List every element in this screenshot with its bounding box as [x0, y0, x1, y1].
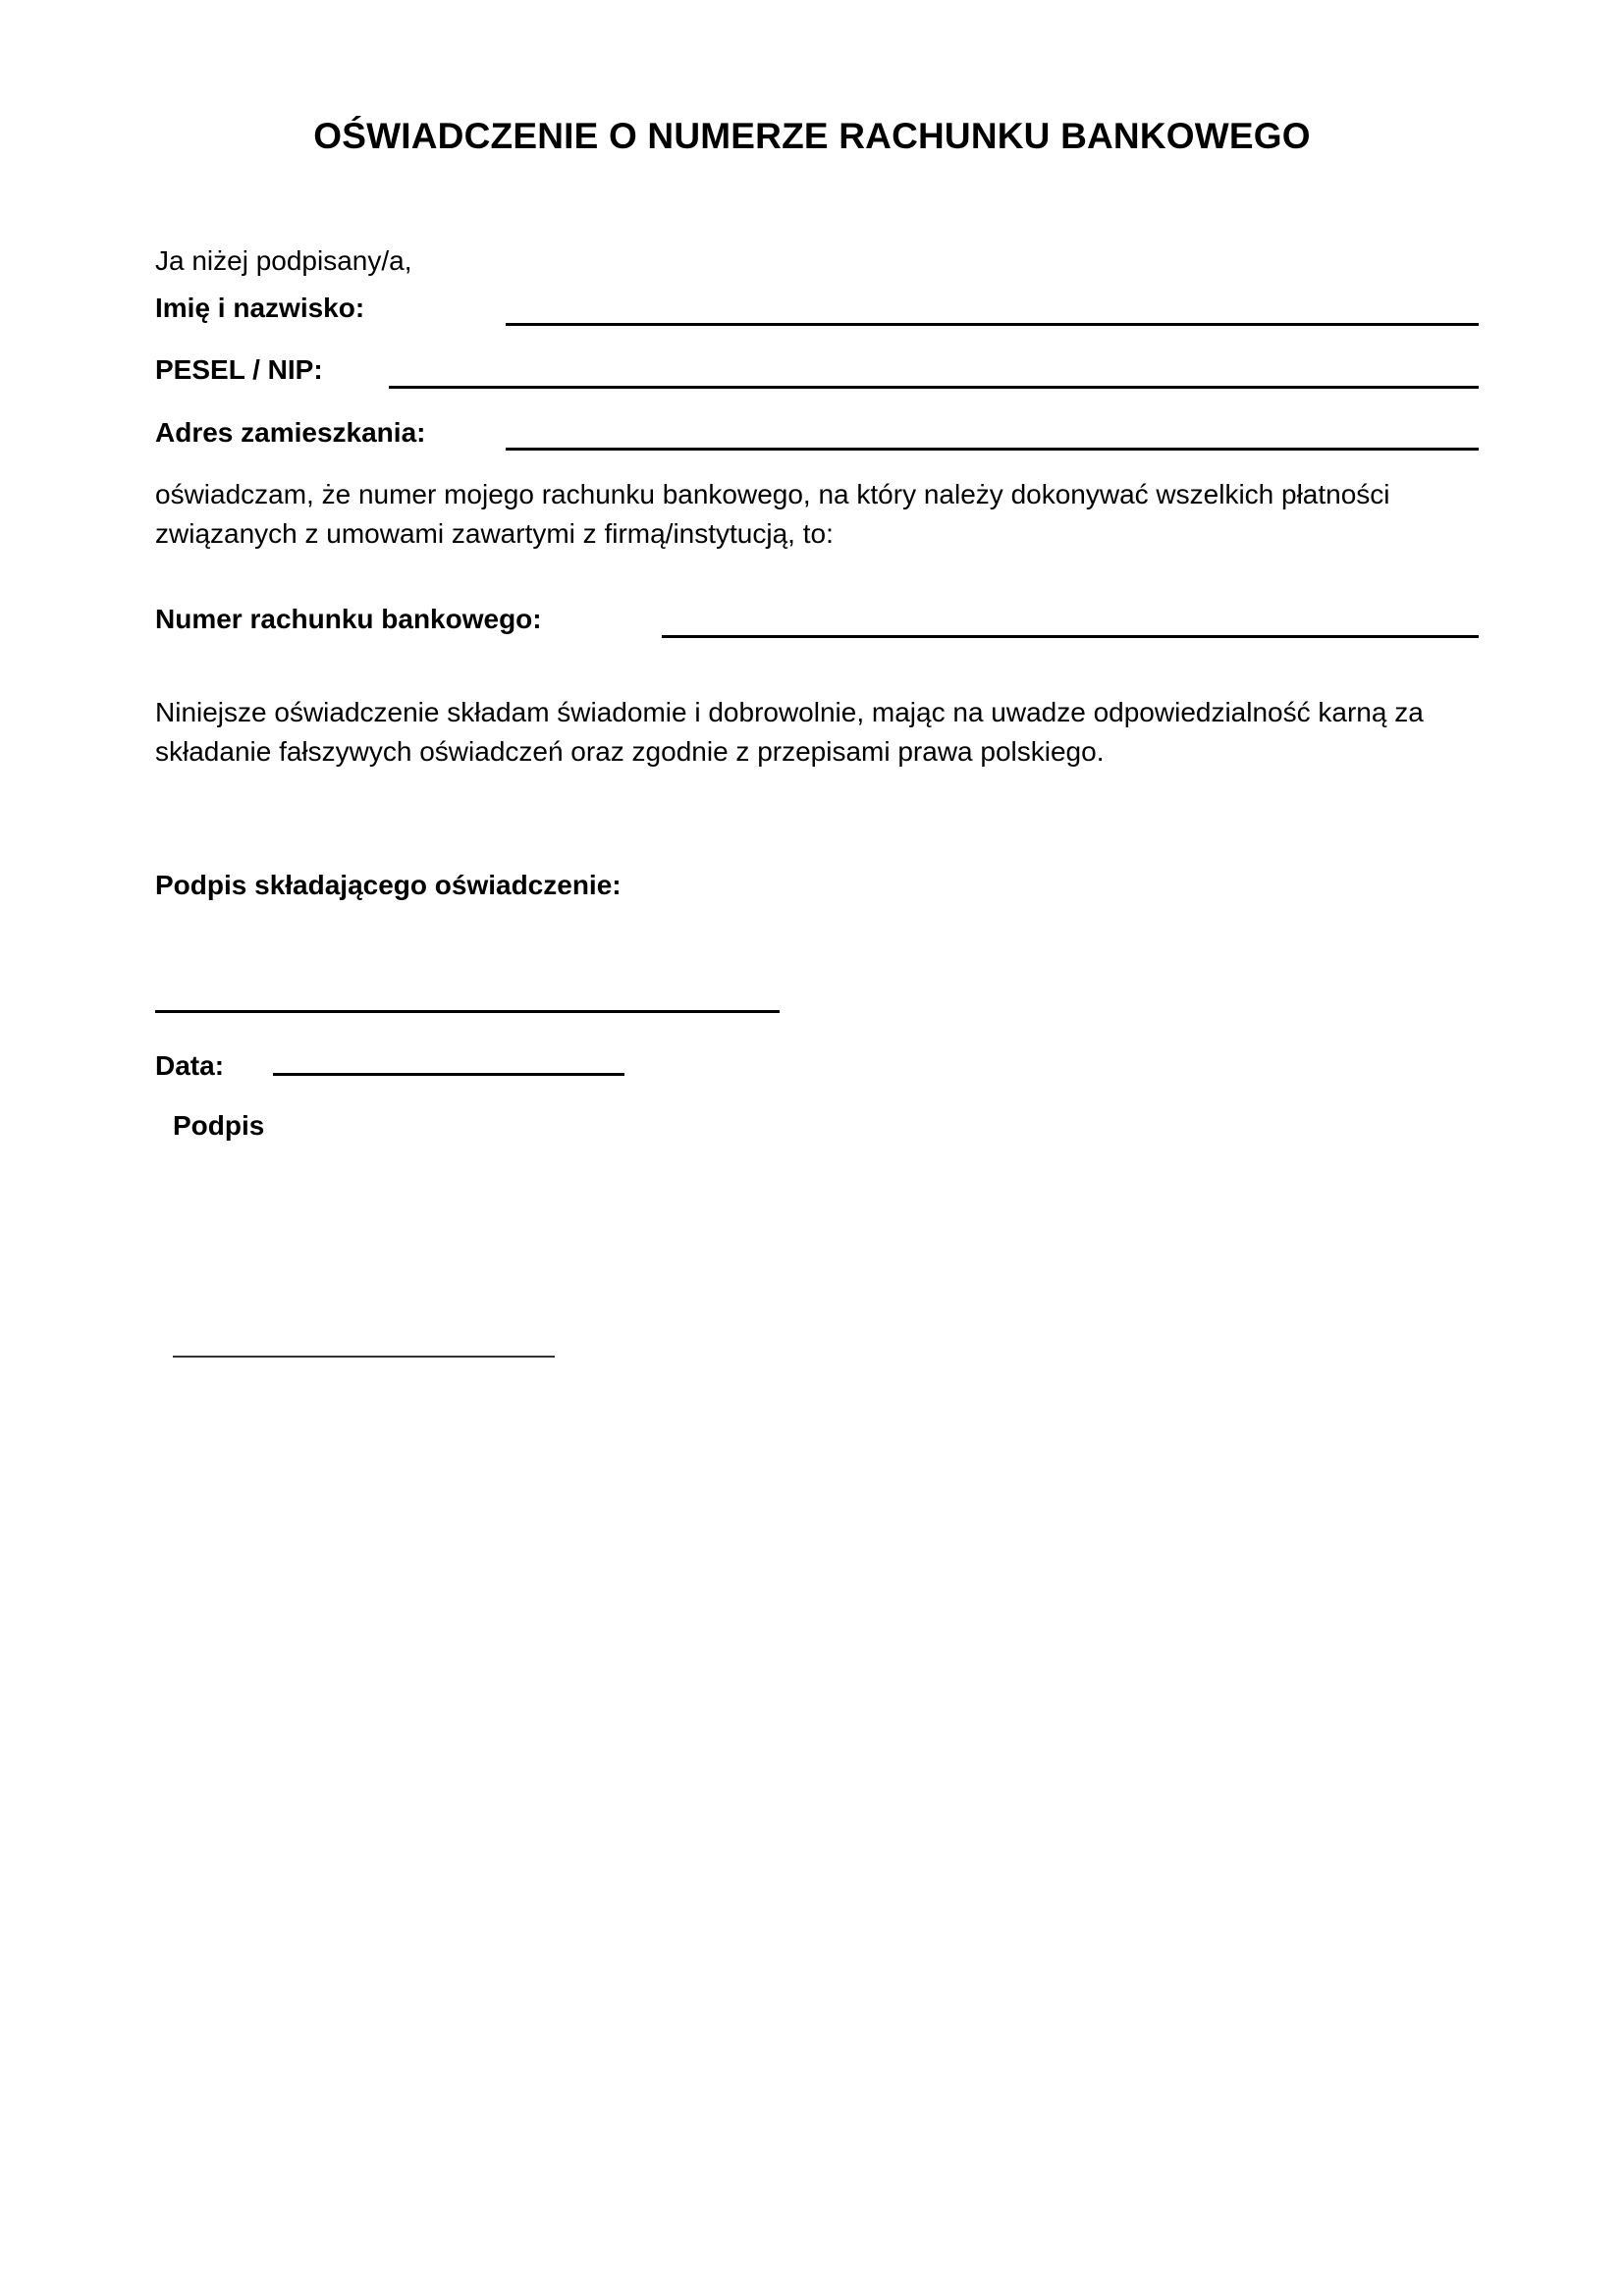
name-label: Imię i nazwisko: [155, 293, 365, 323]
address-fill-line[interactable] [506, 448, 1479, 451]
declaration-line-1: Niniejsze oświadczenie składam świadomie i dobrowolnie, mając na uwadze odpowiedzialność karną za [155, 697, 1424, 727]
date-fill-line[interactable] [273, 1073, 624, 1076]
declaration-line-2: składanie fałszywych oświadczeń oraz zgodnie z przepisami prawa polskiego. [155, 736, 1105, 767]
podpis-label: Podpis [173, 1110, 265, 1141]
podpis-fill-line[interactable] [173, 1356, 555, 1358]
declaration-paragraph [155, 693, 1490, 772]
statement-line-2: związanych z umowami zawartymi z firmą/instytucją, to: [155, 518, 834, 549]
intro-text: Ja niżej podpisany/a, [155, 245, 412, 276]
account-number-label: Numer rachunku bankowego: [155, 604, 542, 634]
name-fill-line[interactable] [506, 323, 1479, 326]
pesel-nip-fill-line[interactable] [389, 386, 1479, 389]
pesel-nip-label: PESEL / NIP: [155, 354, 323, 385]
account-number-fill-line[interactable] [662, 635, 1479, 638]
signature-label: Podpis składającego oświadczenie: [155, 870, 622, 900]
address-label: Adres zamieszkania: [155, 417, 426, 448]
date-label: Data: [155, 1050, 225, 1081]
document-title: OŚWIADCZENIE O NUMERZE RACHUNKU BANKOWEGO [313, 116, 1311, 156]
signature-fill-line[interactable] [155, 1010, 780, 1013]
statement-line-1: oświadczam, że numer mojego rachunku bankowego, na który należy dokonywać wszelkich płatności [155, 479, 1390, 509]
statement-paragraph [155, 475, 1490, 554]
